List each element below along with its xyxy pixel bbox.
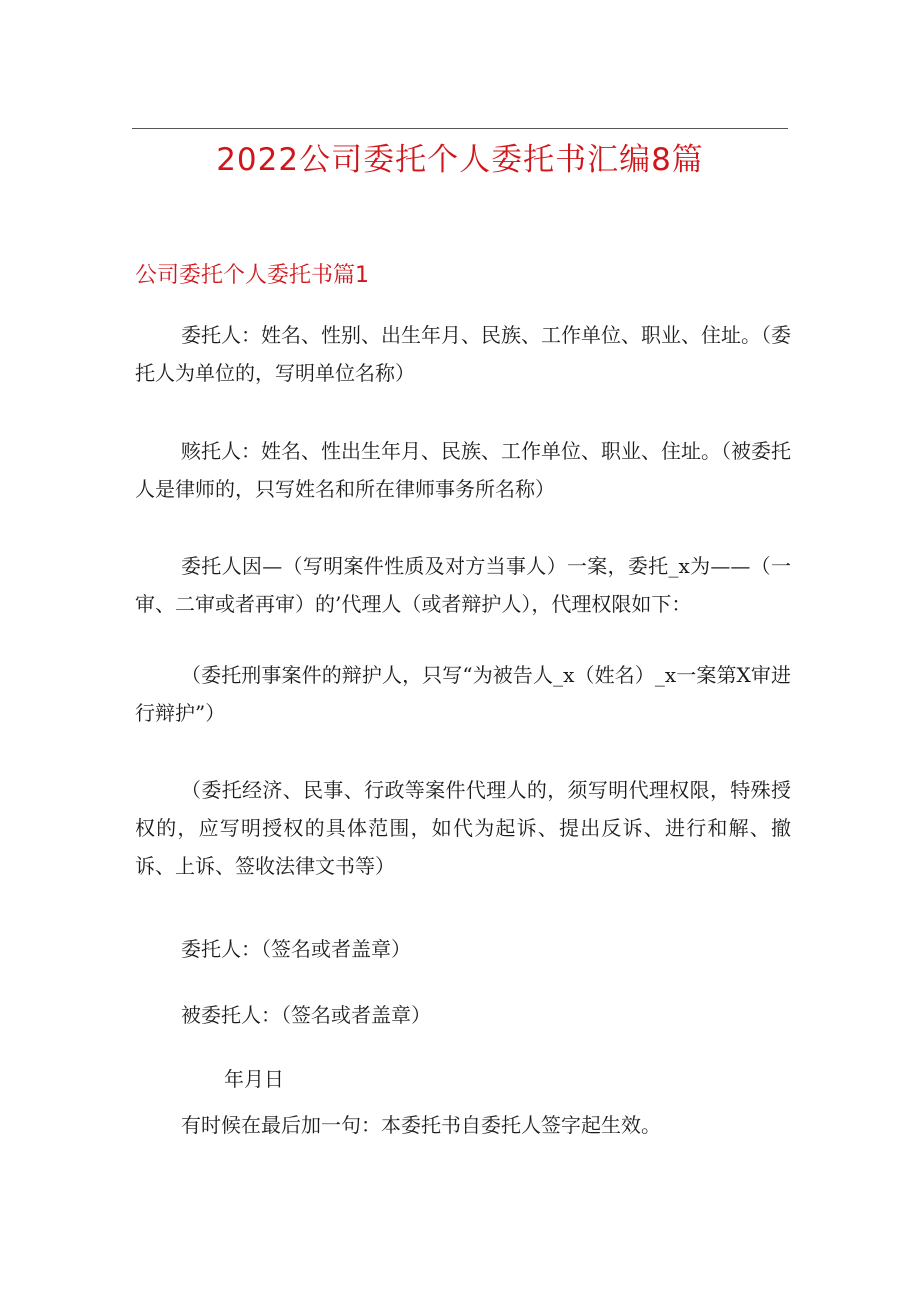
paragraph-agent: 赅托人：姓名、性出生年月、民族、工作单位、职业、住址。（被委托人是律师的，只写姓名和所在律师事务所名称） (135, 439, 791, 501)
paragraph-civil-note: （委托经济、民事、行政等案件代理人的，须写明代理权限，特殊授权的，应写明授权的具体范围，如代为起诉、提出反诉、进行和解、撤诉、上诉、签收法律文书等） (135, 778, 791, 878)
paragraph-effective-note: 有时候在最后加一句：本委托书自委托人签字起生效。 (181, 1113, 661, 1137)
paragraph-date: 年月日 (224, 1067, 284, 1091)
paragraph-case: 委托人因—（写明案件性质及对方当事人）一案，委托_x为——（一审、二审或者再审）的’代理人（或者辩护人），代理权限如下： (135, 554, 791, 616)
header-rule (132, 128, 788, 129)
paragraph-principal: 委托人：姓名、性别、出生年月、民族、工作单位、职业、住址。（委托人为单位的，写明单位名称） (135, 323, 791, 385)
paragraph-criminal-note: （委托刑事案件的辩护人，只写“为被告人_x（姓名）_x一案第X审进行辩护”） (135, 663, 791, 725)
document-title: 2022公司委托个人委托书汇编8篇 (216, 142, 704, 178)
section-title: 公司委托个人委托书篇1 (135, 263, 369, 288)
paragraph-agent-signature: 被委托人：（签名或者盖章） (181, 1003, 431, 1027)
paragraph-principal-signature: 委托人：（签名或者盖章） (181, 937, 411, 961)
